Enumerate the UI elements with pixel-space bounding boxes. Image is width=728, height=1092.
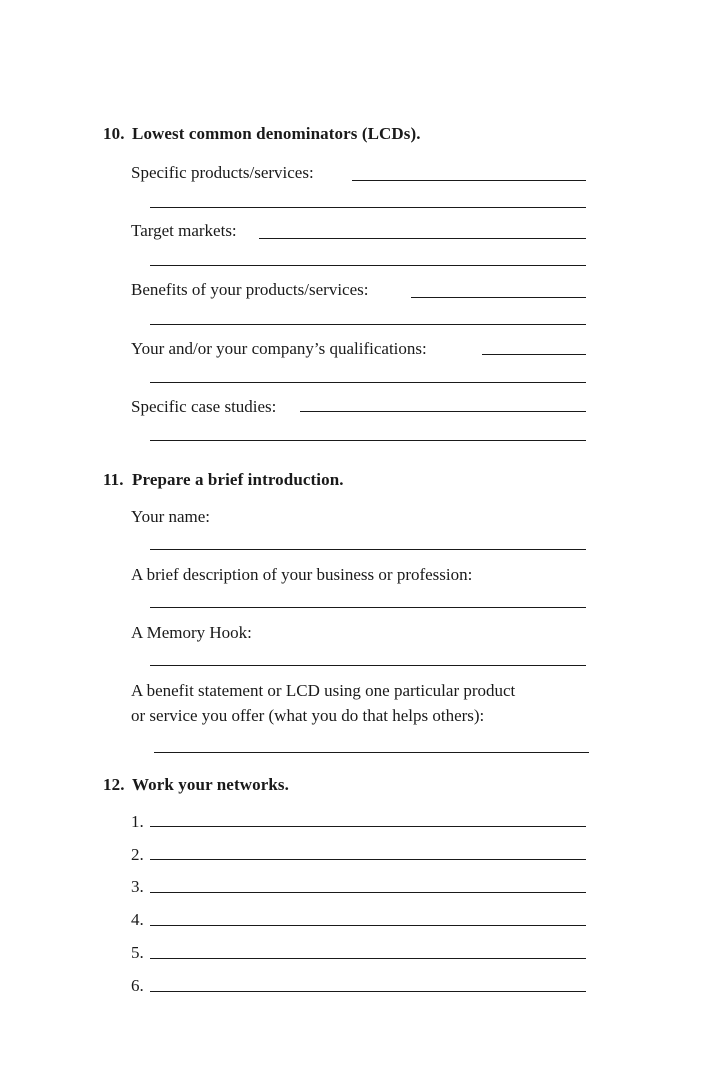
section-11-title: Prepare a brief introduction. xyxy=(132,470,344,489)
field-label-memory-hook: A Memory Hook: xyxy=(131,623,252,642)
field-label-target-markets: Target markets: xyxy=(131,221,237,240)
section-12-number: 12. xyxy=(103,775,125,794)
network-item-number: 3. xyxy=(131,877,144,896)
answer-line[interactable] xyxy=(300,411,586,412)
section-12-title: Work your networks. xyxy=(132,775,289,794)
field-label-benefits: Benefits of your products/services: xyxy=(131,280,369,299)
field-label-business-description: A brief description of your business or profession: xyxy=(131,565,473,584)
network-item-number: 6. xyxy=(131,976,144,995)
answer-line[interactable] xyxy=(150,991,586,992)
answer-line[interactable] xyxy=(150,607,586,608)
field-label-products-services: Specific products/services: xyxy=(131,163,314,182)
answer-line[interactable] xyxy=(482,354,586,355)
answer-line[interactable] xyxy=(150,207,586,208)
section-11-number: 11. xyxy=(103,470,124,489)
network-item-number: 4. xyxy=(131,910,144,929)
answer-line[interactable] xyxy=(150,958,586,959)
answer-line[interactable] xyxy=(352,180,586,181)
answer-line[interactable] xyxy=(411,297,586,298)
answer-line[interactable] xyxy=(150,265,586,266)
field-label-your-name: Your name: xyxy=(131,507,211,526)
network-item-number: 5. xyxy=(131,943,144,962)
answer-line[interactable] xyxy=(150,382,586,383)
field-label-qualifications: Your and/or your company’s qualifications: xyxy=(131,339,427,358)
section-10-number: 10. xyxy=(103,124,125,143)
network-item-number: 2. xyxy=(131,845,144,864)
answer-line[interactable] xyxy=(150,324,586,325)
answer-line[interactable] xyxy=(150,925,586,926)
network-item-number: 1. xyxy=(131,812,144,831)
answer-line[interactable] xyxy=(150,549,586,550)
answer-line[interactable] xyxy=(150,440,586,441)
field-label-benefit-statement-line-1: A benefit statement or LCD using one particular product xyxy=(131,681,516,700)
field-label-case-studies: Specific case studies: xyxy=(131,397,277,416)
answer-line[interactable] xyxy=(259,238,586,239)
answer-line[interactable] xyxy=(154,752,589,753)
answer-line[interactable] xyxy=(150,826,586,827)
answer-line[interactable] xyxy=(150,665,586,666)
section-10-title: Lowest common denominators (LCDs). xyxy=(132,124,421,143)
answer-line[interactable] xyxy=(150,892,586,893)
answer-line[interactable] xyxy=(150,859,586,860)
field-label-benefit-statement-line-2: or service you offer (what you do that helps others): xyxy=(131,706,485,725)
